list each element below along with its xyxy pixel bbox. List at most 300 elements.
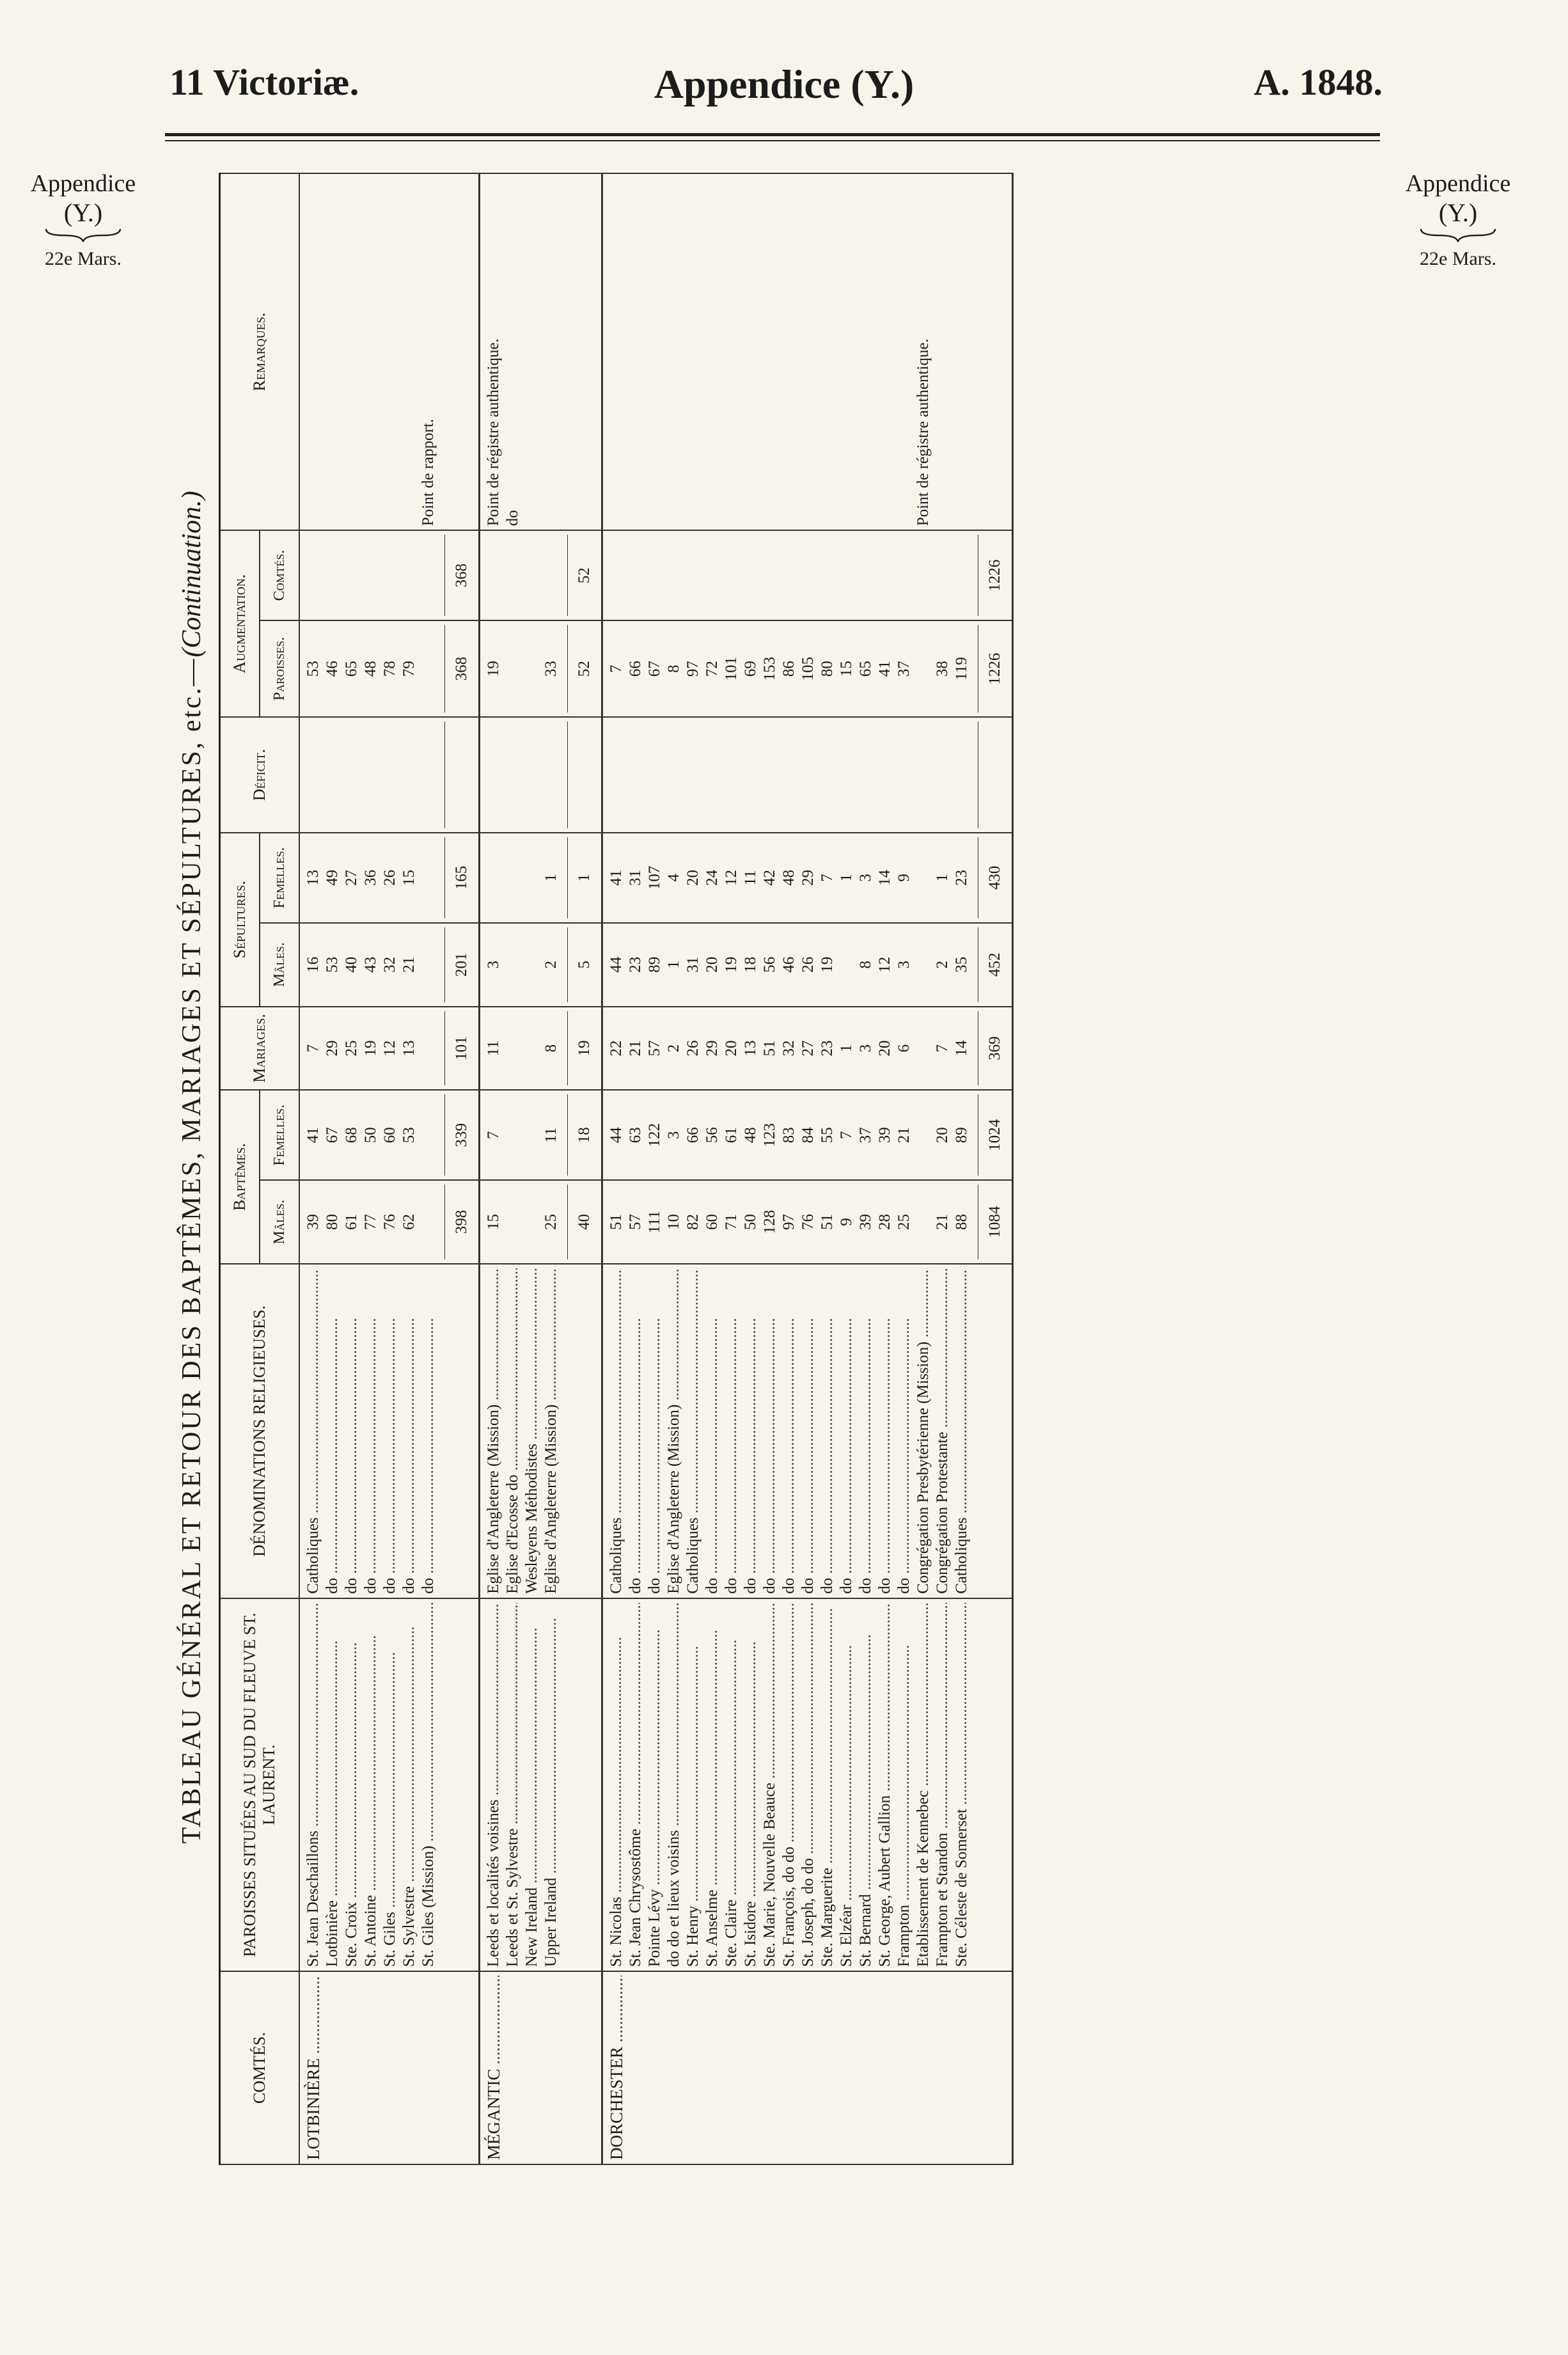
sepultures-femelles-value: 26: [381, 869, 398, 886]
mariages-cell: [299, 1007, 480, 1091]
baptemes-males-value: 82: [684, 1214, 702, 1231]
baptemes-males-value: 88: [953, 1214, 970, 1231]
augmentation-comtes-value: [741, 535, 760, 616]
denomination: do .....: [419, 1268, 438, 1594]
augmentation-comtes-value: [626, 535, 645, 616]
augmentation-comtes-value: [914, 535, 933, 616]
mariages-value: 13: [742, 1040, 759, 1057]
baptemes-males-value: 76: [381, 1214, 398, 1231]
augmentation-comtes-value: [304, 535, 323, 616]
deficit-value: [703, 721, 722, 828]
remark: Point de régistre authentique.: [914, 338, 932, 526]
mariages-value: 2: [665, 1044, 682, 1053]
denomination: Catholiques .....: [684, 1268, 703, 1594]
col-header-denominations: DÉNOMINATIONS RELIGIEUSES.: [220, 1264, 300, 1598]
baptemes-femelles-total: 339: [444, 1094, 474, 1176]
deficit-value: [760, 721, 780, 828]
baptemes-femelles-value: 123: [761, 1122, 778, 1147]
county-group: [480, 173, 602, 2164]
mariages-value: 3: [857, 1044, 874, 1053]
table-body: [299, 173, 1013, 2164]
remark: [875, 178, 895, 526]
sepultures-males-value: 18: [742, 956, 759, 973]
augmentation-paroisses-value: 53: [304, 661, 322, 677]
county-group: [299, 173, 480, 2164]
mariages-value: 7: [934, 1044, 951, 1053]
augmentation-comtes-value: [856, 535, 875, 616]
denomination: do .....: [722, 1268, 741, 1594]
header-rule: [165, 133, 1380, 136]
deficit-cell: [299, 717, 480, 833]
sepultures-femelles-value: 42: [761, 869, 778, 886]
county-cell: [602, 1971, 1013, 2164]
sepultures-femelles-value: 20: [684, 869, 702, 886]
denomination: Wesleyens Méthodistes .....: [522, 1268, 542, 1594]
augmentation-comtes-cell: [299, 530, 480, 620]
baptemes-femelles-value: 11: [542, 1127, 560, 1143]
remark: [664, 178, 684, 526]
denomination: do .....: [799, 1268, 818, 1594]
deficit-value: [304, 721, 323, 828]
augmentation-paroisses-value: 38: [934, 661, 951, 677]
sepultures-femelles-value: [522, 837, 542, 918]
augmentation-comtes-total: 368: [444, 535, 474, 616]
baptemes-femelles-value: 53: [400, 1127, 418, 1144]
parish-name: Ste. Croix .....: [342, 1603, 361, 1967]
brace-icon: [45, 228, 122, 243]
deficit-value: [380, 721, 400, 828]
header-title: Appendice (Y.): [654, 61, 914, 107]
remarks-cell: [602, 173, 1013, 530]
parish-name: St. Elzéar .....: [837, 1603, 856, 1967]
mariages-value: 29: [324, 1040, 341, 1057]
augmentation-comtes-cell: [602, 530, 1013, 620]
sepultures-males-value: [522, 927, 542, 1002]
baptemes-males-value: 21: [934, 1214, 951, 1231]
augmentation-paroisses-value: [522, 625, 542, 713]
remark: [837, 178, 856, 526]
denomination: do .....: [361, 1268, 380, 1594]
denomination: do .....: [645, 1268, 664, 1594]
denomination: Congrégation Presbytérienne (Mission) .....: [914, 1268, 933, 1594]
remark: [684, 178, 703, 526]
mariages-value: 25: [343, 1040, 360, 1057]
sepultures-femelles-total: 430: [978, 837, 1008, 918]
sepultures-males-value: 3: [485, 960, 502, 969]
col-header-augmentation: Augmentation.: [220, 530, 260, 717]
parish-name: Lotbinière .....: [323, 1603, 342, 1967]
augmentation-paroisses-value: 65: [343, 661, 360, 677]
baptemes-femelles-value: 122: [646, 1122, 663, 1147]
parish-name: St. Antoine .....: [361, 1603, 380, 1967]
parish-cell: [299, 1598, 480, 1971]
margin-appendix-label: Appendice: [1405, 170, 1511, 197]
baptemes-males-value: 28: [876, 1214, 893, 1231]
mariages-total: 369: [978, 1011, 1008, 1086]
augmentation-comtes-value: [419, 535, 438, 616]
deficit-value: [684, 721, 703, 828]
denomination: do .....: [342, 1268, 361, 1594]
augmentation-paroisses-value: 37: [895, 661, 913, 677]
mariages-cell: [602, 1007, 1013, 1091]
mariages-value: 20: [723, 1040, 740, 1057]
deficit-value: [484, 721, 503, 828]
baptemes-femelles-value: 21: [895, 1127, 913, 1144]
augmentation-paroisses-cell: [480, 620, 602, 717]
sepultures-males-value: 35: [953, 956, 970, 973]
baptemes-femelles-cell: [602, 1090, 1013, 1180]
baptemes-males-value: 71: [723, 1214, 740, 1231]
augmentation-paroisses-value: 33: [542, 661, 560, 677]
denomination: do .....: [875, 1268, 895, 1594]
remark: [818, 178, 837, 526]
parish-name: St. Bernard .....: [856, 1603, 875, 1967]
county-name: LOTBINIÈRE .....: [304, 1976, 323, 2160]
baptemes-males-value: 97: [780, 1214, 797, 1231]
augmentation-paroisses-value: 86: [780, 661, 797, 677]
sepultures-males-value: 23: [627, 956, 644, 973]
deficit-value: [722, 721, 741, 828]
augmentation-comtes-value: [799, 535, 818, 616]
remark: [895, 178, 914, 526]
parish-name: Upper Ireland .....: [542, 1603, 561, 1967]
mariages-value: 23: [819, 1040, 836, 1057]
remark: [933, 178, 952, 526]
mariages-value: 11: [485, 1040, 502, 1056]
baptemes-males-value: [914, 1185, 933, 1259]
augmentation-comtes-value: [664, 535, 684, 616]
augmentation-comtes-cell: [480, 530, 602, 620]
sepultures-males-value: [419, 927, 438, 1002]
sepultures-femelles-value: 24: [703, 869, 721, 886]
col-header-sepultures-femelles: Femelles.: [260, 833, 299, 923]
baptemes-males-value: 60: [703, 1214, 721, 1231]
denomination: do .....: [380, 1268, 400, 1594]
remark: [952, 178, 971, 526]
margin-note-right: [1381, 169, 1535, 270]
augmentation-comtes-value: [361, 535, 380, 616]
table-title-main: TABLEAU GÉNÉRAL ET RETOUR DES BAPTÊMES, MARIAGES ET SÉPULTURES, etc.—: [177, 657, 207, 1844]
parish-name: St. Giles .....: [380, 1603, 400, 1967]
baptemes-femelles-value: 61: [723, 1127, 740, 1144]
deficit-total: [567, 721, 597, 828]
augmentation-paroisses-value: [419, 625, 438, 713]
augmentation-paroisses-value: 19: [485, 661, 502, 677]
sepultures-males-value: 40: [343, 956, 360, 973]
augmentation-paroisses-cell: [602, 620, 1013, 717]
augmentation-comtes-value: [323, 535, 342, 616]
augmentation-comtes-value: [722, 535, 741, 616]
augmentation-paroisses-value: 105: [799, 656, 817, 681]
remark: [400, 178, 419, 526]
baptemes-femelles-total: 18: [567, 1094, 597, 1176]
denomination-cell: [602, 1264, 1013, 1598]
denomination: Eglise d'Angleterre (Mission) .....: [542, 1268, 561, 1594]
augmentation-paroisses-value: 79: [400, 661, 418, 677]
mariages-value: 13: [400, 1040, 418, 1057]
remark: [304, 178, 323, 526]
mariages-value: 32: [780, 1040, 797, 1057]
mariages-value: 19: [362, 1040, 379, 1057]
augmentation-comtes-value: [400, 535, 419, 616]
deficit-value: [780, 721, 799, 828]
sepultures-femelles-total: 1: [567, 837, 597, 918]
sepultures-males-value: 56: [761, 956, 778, 973]
baptemes-femelles-value: [503, 1094, 522, 1176]
col-header-comtes: COMTÉS.: [220, 1971, 300, 2164]
augmentation-paroisses-value: [503, 625, 522, 713]
table-title-continuation: (Continuation.): [177, 491, 207, 658]
parish-name: St. Jean Deschaillons .....: [304, 1603, 323, 1967]
parish-name: Pointe Lévy .....: [645, 1603, 664, 1967]
augmentation-paroisses-value: 69: [742, 661, 759, 677]
augmentation-paroisses-total: 368: [444, 625, 474, 713]
col-header-sepultures: Sépultures.: [220, 833, 260, 1007]
augmentation-paroisses-value: 78: [381, 661, 398, 677]
col-header-remarques: Remarques.: [220, 173, 300, 530]
baptemes-males-value: 62: [400, 1214, 418, 1231]
augmentation-paroisses-value: 101: [723, 656, 740, 681]
baptemes-males-cell: [602, 1180, 1013, 1264]
deficit-value: [400, 721, 419, 828]
col-header-augmentation-paroisses: Paroisses.: [260, 620, 299, 717]
mariages-value: 7: [304, 1044, 322, 1053]
augmentation-paroisses-value: [914, 625, 933, 713]
remark: [361, 178, 380, 526]
sepultures-femelles-value: 41: [608, 869, 625, 886]
deficit-value: [933, 721, 952, 828]
parish-name: Frampton .....: [895, 1603, 914, 1967]
baptemes-males-value: 9: [838, 1218, 855, 1226]
sepultures-males-value: 43: [362, 956, 379, 973]
deficit-value: [856, 721, 875, 828]
col-header-baptemes-femelles: Femelles.: [260, 1090, 299, 1180]
denomination-cell: [299, 1264, 480, 1598]
sepultures-femelles-value: 27: [343, 869, 360, 886]
col-header-paroisses: PAROISSES SITUÉES AU SUD DU FLEUVE ST. LAURENT.: [220, 1598, 300, 1971]
remark: Point de régistre authentique.: [485, 338, 502, 526]
baptemes-femelles-value: [419, 1094, 438, 1176]
denomination: do .....: [837, 1268, 856, 1594]
mariages-cell: [480, 1007, 602, 1091]
baptemes-femelles-value: 56: [703, 1127, 721, 1144]
baptemes-males-value: 50: [742, 1214, 759, 1231]
sepultures-femelles-value: 7: [819, 874, 836, 882]
remark: [542, 178, 561, 526]
deficit-value: [419, 721, 438, 828]
parish-name: St. Anselme .....: [703, 1603, 722, 1967]
denomination-cell: [480, 1264, 602, 1598]
baptemes-femelles-value: 83: [780, 1127, 797, 1144]
denomination: do .....: [703, 1268, 722, 1594]
parish-name: Ste. Claire .....: [722, 1603, 741, 1967]
county-group: [602, 173, 1013, 2164]
deficit-value: [522, 721, 542, 828]
sepultures-femelles-value: 23: [953, 869, 970, 886]
parish-cell: [480, 1598, 602, 1971]
baptemes-males-value: 25: [542, 1214, 560, 1231]
parish-name: Etablissement de Kennebec .....: [914, 1603, 933, 1967]
sepultures-femelles-value: 12: [723, 869, 740, 886]
sepultures-femelles-value: 4: [665, 874, 682, 882]
margin-note-left: [6, 169, 160, 270]
header-left: 11 Victoriæ.: [169, 61, 359, 103]
remark: [323, 178, 342, 526]
augmentation-paroisses-total: 52: [567, 625, 597, 713]
mariages-value: 14: [953, 1040, 970, 1057]
augmentation-paroisses-value: 41: [876, 661, 893, 677]
mariages-value: 22: [608, 1040, 625, 1057]
sepultures-femelles-value: 9: [895, 874, 913, 882]
parish-name: St. Isidore .....: [741, 1603, 760, 1967]
sepultures-males-value: 20: [703, 956, 721, 973]
baptemes-males-value: 51: [819, 1214, 836, 1231]
sepultures-males-total: 452: [978, 927, 1008, 1002]
sepultures-males-total: 5: [567, 927, 597, 1002]
margin-date: 22e Mars.: [1420, 248, 1496, 269]
remark: Point de rapport.: [419, 418, 437, 526]
augmentation-comtes-total: 1226: [978, 535, 1008, 616]
mariages-value: [503, 1011, 522, 1086]
mariages-total: 19: [567, 1011, 597, 1086]
deficit-value: [361, 721, 380, 828]
deficit-value: [837, 721, 856, 828]
sepultures-males-value: 26: [799, 956, 817, 973]
remark: do: [504, 510, 521, 526]
baptemes-femelles-value: 50: [362, 1127, 379, 1144]
mariages-value: 20: [876, 1040, 893, 1057]
augmentation-comtes-value: [607, 535, 626, 616]
sepultures-males-value: 21: [400, 956, 418, 973]
baptemes-males-value: 57: [627, 1214, 644, 1231]
statistics-table: [219, 173, 1014, 2165]
sepultures-femelles-value: 29: [799, 869, 817, 886]
mariages-value: 29: [703, 1040, 721, 1057]
col-header-sepultures-males: Mâles.: [260, 923, 299, 1007]
augmentation-comtes-value: [933, 535, 952, 616]
denomination: do .....: [895, 1268, 914, 1594]
sepultures-males-value: 2: [934, 960, 951, 969]
denomination: do .....: [780, 1268, 799, 1594]
baptemes-males-value: 39: [857, 1214, 874, 1231]
parish-name: St. Nicolas .....: [607, 1603, 626, 1967]
remark: [780, 178, 799, 526]
baptemes-femelles-value: 63: [627, 1127, 644, 1144]
baptemes-femelles-value: [914, 1094, 933, 1176]
sepultures-males-value: 89: [646, 956, 663, 973]
baptemes-femelles-value: 66: [684, 1127, 702, 1144]
margin-appendix-letter: (Y.): [1438, 198, 1478, 227]
baptemes-femelles-value: 3: [665, 1131, 682, 1139]
denomination: do .....: [818, 1268, 837, 1594]
augmentation-comtes-value: [952, 535, 971, 616]
augmentation-comtes-value: [895, 535, 914, 616]
denomination: Congrégation Protestante .....: [933, 1268, 952, 1594]
baptemes-femelles-value: 39: [876, 1127, 893, 1144]
denomination: Catholiques .....: [304, 1268, 323, 1594]
parish-name: Ste. Céleste de Somerset .....: [952, 1603, 971, 1967]
augmentation-comtes-value: [542, 535, 561, 616]
sepultures-males-value: 1: [665, 960, 682, 969]
parish-name: St. Giles (Mission) .....: [419, 1603, 438, 1967]
baptemes-males-value: [419, 1185, 438, 1259]
parish-name: St. François, do do .....: [780, 1603, 799, 1967]
augmentation-paroisses-value: 80: [819, 661, 836, 677]
augmentation-paroisses-value: 67: [646, 661, 663, 677]
baptemes-femelles-value: 89: [953, 1127, 970, 1144]
augmentation-paroisses-value: 7: [608, 665, 625, 673]
header-year: A. 1848.: [1253, 61, 1383, 103]
sepultures-femelles-value: 1: [838, 874, 855, 882]
baptemes-femelles-value: 67: [324, 1127, 341, 1144]
header-rule-thin: [165, 140, 1380, 141]
sepultures-femelles-value: [484, 837, 503, 918]
baptemes-males-value: 39: [304, 1214, 322, 1231]
augmentation-comtes-value: [342, 535, 361, 616]
remark: [342, 178, 361, 526]
sepultures-femelles-value: 49: [324, 869, 341, 886]
augmentation-paroisses-value: 48: [362, 661, 379, 677]
mariages-value: 8: [542, 1044, 560, 1053]
sepultures-males-value: 16: [304, 956, 322, 973]
baptemes-males-value: 111: [646, 1210, 663, 1234]
augmentation-comtes-value: [503, 535, 522, 616]
sepultures-femelles-value: 13: [304, 869, 322, 886]
baptemes-femelles-cell: [299, 1090, 480, 1180]
augmentation-paroisses-total: 1226: [978, 625, 1008, 713]
sepultures-femelles-cell: [602, 833, 1013, 923]
deficit-value: [626, 721, 645, 828]
baptemes-femelles-value: 7: [485, 1131, 502, 1139]
sepultures-males-value: [914, 927, 933, 1002]
augmentation-paroisses-value: 46: [324, 661, 341, 677]
sepultures-femelles-total: 165: [444, 837, 474, 918]
sepultures-males-value: 44: [608, 956, 625, 973]
col-header-baptemes-males: Mâles.: [260, 1180, 299, 1264]
deficit-total: [444, 721, 474, 828]
baptemes-femelles-cell: [480, 1090, 602, 1180]
denomination: Eglise d'Ecosse do .....: [503, 1268, 522, 1594]
remark: [645, 178, 664, 526]
augmentation-paroisses-value: 66: [627, 661, 644, 677]
mariages-value: 6: [895, 1044, 913, 1053]
deficit-value: [799, 721, 818, 828]
sepultures-femelles-value: 15: [400, 869, 418, 886]
deficit-value: [895, 721, 914, 828]
county-cell: [299, 1971, 480, 2164]
col-header-mariages: Mariages.: [220, 1007, 300, 1091]
baptemes-femelles-value: 37: [857, 1127, 874, 1144]
baptemes-males-cell: [480, 1180, 602, 1264]
county-cell: [480, 1971, 602, 2164]
baptemes-femelles-value: [522, 1094, 542, 1176]
parish-name: Ste. Marie, Nouvelle Beauce .....: [760, 1603, 780, 1967]
augmentation-paroisses-cell: [299, 620, 480, 717]
deficit-cell: [602, 717, 1013, 833]
sepultures-femelles-value: 31: [627, 869, 644, 886]
sepultures-femelles-value: [914, 837, 933, 918]
parish-name: New Ireland .....: [522, 1603, 542, 1967]
denomination: do .....: [626, 1268, 645, 1594]
baptemes-males-value: 25: [895, 1214, 913, 1231]
sepultures-femelles-value: 14: [876, 869, 893, 886]
baptemes-males-value: 10: [665, 1214, 682, 1231]
margin-appendix-label: Appendice: [30, 170, 136, 197]
sepultures-males-value: 31: [684, 956, 702, 973]
mariages-value: 26: [684, 1040, 702, 1057]
augmentation-paroisses-value: 97: [684, 661, 702, 677]
augmentation-comtes-value: [380, 535, 400, 616]
